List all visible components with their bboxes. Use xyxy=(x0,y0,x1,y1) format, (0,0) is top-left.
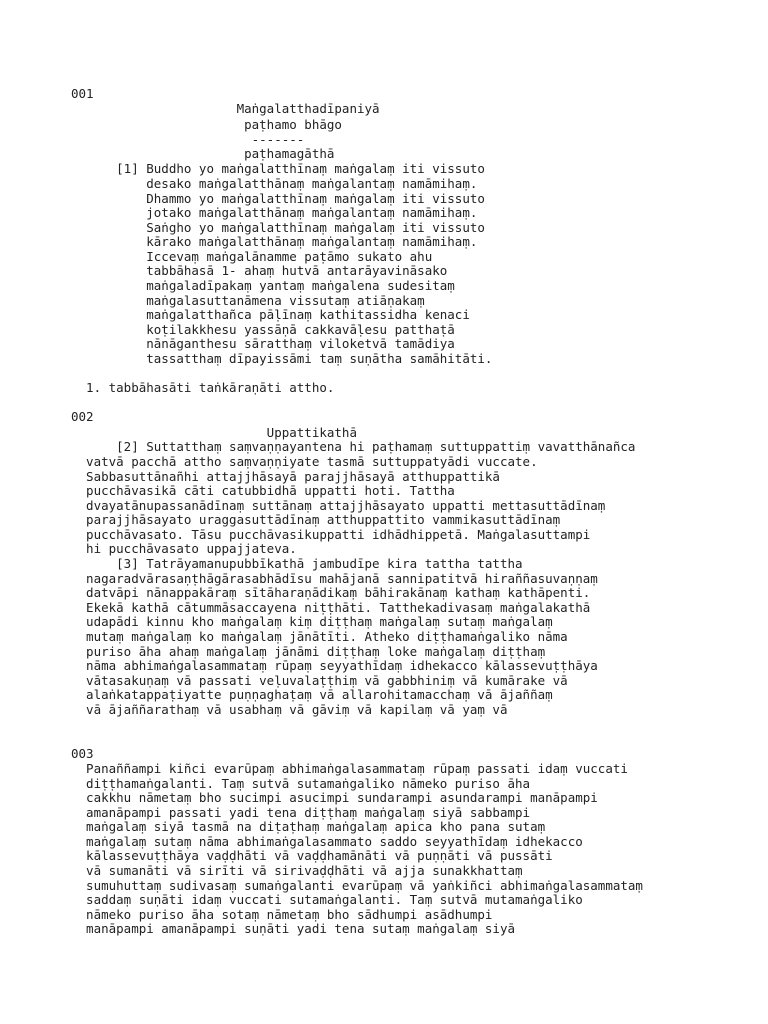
verse-line: koṭilakkhesu yassāṇā cakkavāḷesu patthaṭā xyxy=(71,322,455,337)
paragraph-line: Ekekā kathā cātummāsaccayena niṭṭhāti. Tatthekadivasaṃ maṅgalakathā xyxy=(71,600,591,615)
verse-line: kārako maṅgalatthānaṃ maṅgalantaṃ namāmihaṃ. xyxy=(71,234,478,249)
section-number: 002 xyxy=(71,409,94,424)
paragraph-line: [2] Suttatthaṃ saṃvaṇṇayantena hi paṭhamaṃ suttuppattiṃ vavatthānañca xyxy=(71,439,636,454)
paragraph-line: vā ājaññarathaṃ vā usabhaṃ vā gāviṃ vā kapilaṃ vā yaṃ vā xyxy=(71,702,508,717)
heading-line: paṭhamagāthā xyxy=(71,146,335,161)
paragraph-line: Sabbasuttānañhi attajjhāsayā parajjhāsayā atthuppattikā xyxy=(71,469,500,484)
verse-line: Iccevaṃ maṅgalānamme paṭāmo sukato ahu xyxy=(71,249,433,264)
paragraph-line: kālassevuṭṭhāya vaḍḍhāti vā vaḍḍhamānāti vā puṇṇāti vā pussāti xyxy=(71,848,553,863)
subtitle-line: paṭhamo bhāgo xyxy=(71,117,342,132)
verse-line: tassatthaṃ dīpayissāmi taṃ suṇātha samāhitāti. xyxy=(71,351,493,366)
verse-line: maṅgalasuttanāmena vissutaṃ atiāṇakaṃ xyxy=(71,293,425,308)
section-number: 003 xyxy=(71,746,94,761)
verse-line: jotako maṅgalatthānaṃ maṅgalantaṃ namāmihaṃ. xyxy=(71,205,478,220)
paragraph-line: dvayatānupassanādīnaṃ suttānaṃ attajjhāsayato uppatti mettasuttādīnaṃ xyxy=(71,498,606,513)
paragraph-line: vātasakuṇaṃ vā passati veḷuvalaṭṭhiṃ vā gabbhiniṃ vā kumārake vā xyxy=(71,673,568,688)
paragraph-line: nagaradvārasaṇṭhāgārasabhādīsu mahājanā sannipatitvā hiraññasuvaṇṇaṃ xyxy=(71,571,598,586)
paragraph-line: vā sumanāti vā sirīti vā sirivaḍḍhāti vā ajja sunakkhattaṃ xyxy=(71,863,523,878)
verse-line: maṅgaladīpakaṃ yantaṃ maṅgalena sudesitaṃ xyxy=(71,278,455,293)
paragraph-line: maṅgalaṃ siyā tasmā na diṭaṭhaṃ maṅgalaṃ apica kho pana sutaṃ xyxy=(71,819,546,834)
paragraph-line: manāpampi amanāpampi suṇāti yadi tena sutaṃ maṅgalaṃ siyā xyxy=(71,921,516,936)
paragraph-line: maṅgalaṃ sutaṃ nāma abhimaṅgalasammato saddo seyyathīdaṃ idhekacco xyxy=(71,834,583,849)
paragraph-line: hi pucchāvasato uppajjateva. xyxy=(71,541,297,556)
paragraph-line: alaṅkatappaṭiyatte puṇṇaghaṭaṃ vā allarohitamacchaṃ vā ājaññaṃ xyxy=(71,687,553,702)
verse-line: Saṅgho yo maṅgalatthīnaṃ maṅgalaṃ iti vissuto xyxy=(71,220,485,235)
verse-line: tabbāhasā 1- ahaṃ hutvā antarāyavināsako xyxy=(71,263,448,278)
paragraph-line: Panaññampi kiñci evarūpaṃ abhimaṅgalasammataṃ rūpaṃ passati idaṃ vuccati xyxy=(71,761,628,776)
separator-line: ------- xyxy=(71,132,305,147)
paragraph-line: cakkhu nāmetaṃ bho sucimpi asucimpi sundarampi asundarampi manāpampi xyxy=(71,790,598,805)
title-line: Maṅgalatthadīpaniyā xyxy=(71,101,380,116)
paragraph-line: saddaṃ suṇāti idaṃ vuccati sutamaṅgalanti. Taṃ sutvā mutamaṅgaliko xyxy=(71,892,583,907)
footnote: 1. tabbāhasāti taṅkāraṇāti attho. xyxy=(71,380,335,395)
verse-line: [1] Buddho yo maṅgalatthīnaṃ maṅgalaṃ iti vissuto xyxy=(71,161,485,176)
paragraph-line: datvāpi nānappakāraṃ sītāharaṇādikaṃ bāhirakānaṃ kathaṃ kathāpenti. xyxy=(71,585,591,600)
paragraph-line: sumuhuttaṃ sudivasaṃ sumaṅgalanti evarūpaṃ vā yaṅkiñci abhimaṅgalasammataṃ xyxy=(71,878,643,893)
paragraph-line: puriso āha ahaṃ maṅgalaṃ jānāmi diṭṭhaṃ loke maṅgalaṃ diṭṭhaṃ xyxy=(71,644,546,659)
verse-line: maṅgalatthañca pāḷīnaṃ kathitassidha kenaci xyxy=(71,307,470,322)
paragraph-line: nāma abhimaṅgalasammataṃ rūpaṃ seyyathīdaṃ idhekacco kālassevuṭṭhāya xyxy=(71,658,598,673)
paragraph-line: diṭṭhamaṅgalanti. Taṃ sutvā sutamaṅgaliko nāmeko puriso āha xyxy=(71,776,531,791)
paragraph-line: pucchāvasikā cāti catubbidhā uppatti hoti. Tattha xyxy=(71,483,455,498)
paragraph-line: mutaṃ maṅgalaṃ ko maṅgalaṃ jānātīti. Atheko diṭṭhamaṅgaliko nāma xyxy=(71,629,568,644)
section-number: 001 xyxy=(71,86,94,101)
verse-line: Dhammo yo maṅgalatthīnaṃ maṅgalaṃ iti vissuto xyxy=(71,191,485,206)
paragraph-line: [3] Tatrāyamanupubbīkathā jambudīpe kira tattha tattha xyxy=(71,556,523,571)
paragraph-line: parajjhāsayato uraggasuttādīnaṃ atthuppattito vammikasuttādīnaṃ xyxy=(71,512,561,527)
paragraph-line: amanāpampi passati yadi tena diṭṭhaṃ maṅgalaṃ siyā sabbampi xyxy=(71,805,531,820)
paragraph-line: udapādi kinnu kho maṅgalaṃ kiṃ diṭṭhaṃ maṅgalaṃ sutaṃ maṅgalaṃ xyxy=(71,614,553,629)
verse-line: desako maṅgalatthānaṃ maṅgalantaṃ namāmihaṃ. xyxy=(71,176,478,191)
paragraph-line: nāmeko puriso āha sotaṃ nāmetaṃ bho sādhumpi asādhumpi xyxy=(71,907,493,922)
paragraph-line: vatvā pacchā attho saṃvaṇṇiyate tasmā suttuppatyādi vuccate. xyxy=(71,454,538,469)
verse-line: nānāganthesu sāratthaṃ viloketvā tamādiya xyxy=(71,336,455,351)
heading-line: Uppattikathā xyxy=(71,425,357,440)
paragraph-line: pucchāvasato. Tāsu pucchāvasikuppatti idhādhippetā. Maṅgalasuttampi xyxy=(71,527,591,542)
